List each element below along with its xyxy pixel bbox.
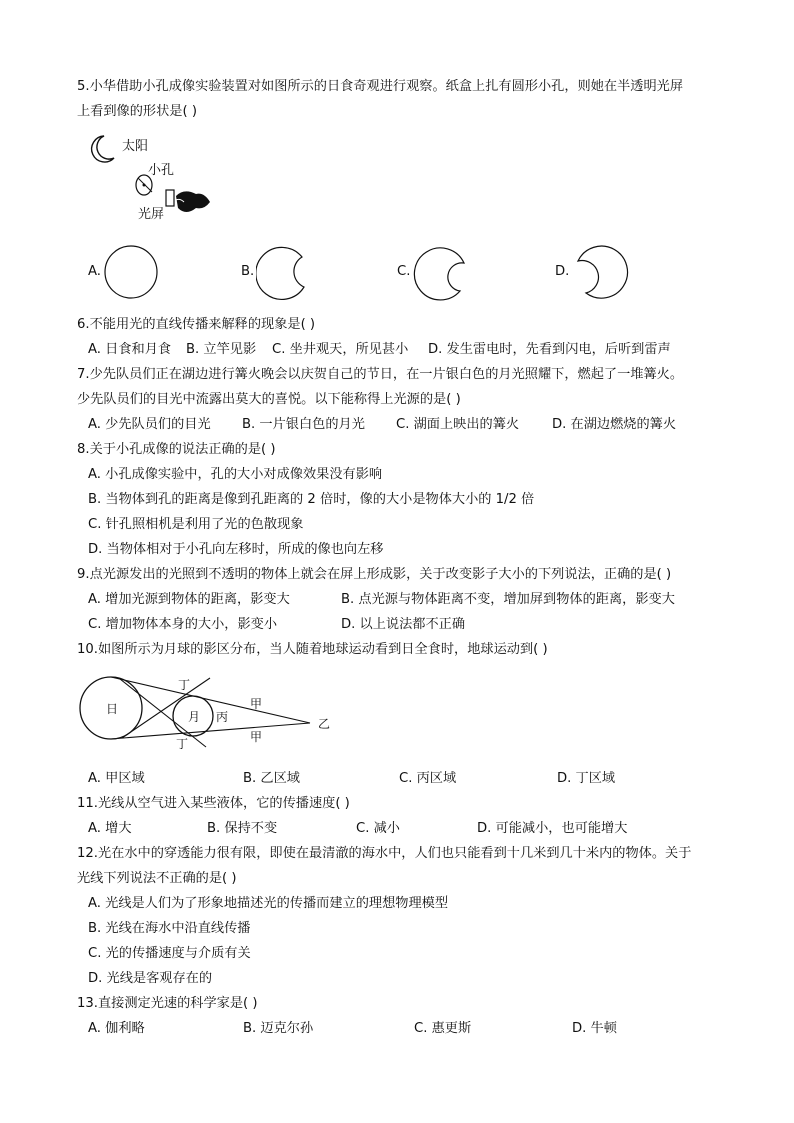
- q6-option-d: D. 发生雷电时，先看到闪电，后听到雷声: [428, 342, 671, 357]
- q10-moon-shadow-figure: [78, 672, 338, 756]
- jia-top-label: 甲: [250, 697, 263, 711]
- q7-stem-line2: 少先队员们的目光中流露出莫大的喜悦。以下能称得上光源的是( ): [77, 392, 461, 407]
- moon-label: 月: [188, 710, 201, 724]
- q11-option-d: D. 可能减小，也可能增大: [477, 821, 628, 836]
- q6-option-a: A. 日食和月食: [88, 342, 172, 357]
- q11-option-a: A. 增大: [88, 821, 132, 836]
- yi-label: 乙: [318, 717, 331, 731]
- q10-stem: 10.如图所示为月球的影区分布，当人随着地球运动看到日全食时，地球运动到( ): [77, 642, 548, 657]
- q8-option-b: B. 当物体到孔的距离是像到孔距离的 2 倍时，像的大小是物体大小的 1/2 倍: [88, 492, 535, 507]
- q13-option-a: A. 伽利略: [88, 1021, 145, 1036]
- q13-stem: 13.直接测定光速的科学家是( ): [77, 996, 258, 1011]
- q8-stem: 8.关于小孔成像的说法正确的是( ): [77, 442, 276, 457]
- q10-option-a: A. 甲区域: [88, 771, 145, 786]
- q5-option-c-label: C.: [397, 264, 411, 279]
- q10-option-c: C. 丙区域: [399, 771, 457, 786]
- hole-label: 小孔: [148, 163, 175, 178]
- screen-label: 光屏: [138, 207, 165, 222]
- ding-bottom-label: 丁: [176, 737, 189, 751]
- q5-option-d-crescent: [570, 243, 632, 301]
- crescent-sun-icon: [92, 136, 114, 162]
- q5-option-b-crescent: [256, 243, 314, 301]
- q7-option-b: B. 一片银白色的月光: [242, 417, 365, 432]
- q12-option-b: B. 光线在海水中沿直线传播: [88, 921, 251, 936]
- q9-stem: 9.点光源发出的光照到不透明的物体上就会在屏上形成影，关于改变影子大小的下列说法，正确的是( ): [77, 567, 672, 582]
- q9-option-d: D. 以上说法都不正确: [341, 617, 466, 632]
- q6-option-c: C. 坐井观天，所见甚小: [272, 342, 409, 357]
- ding-top-label: 丁: [178, 678, 191, 692]
- q9-option-a: A. 增加光源到物体的距离，影变大: [88, 592, 290, 607]
- q13-option-b: B. 迈克尔孙: [243, 1021, 314, 1036]
- q8-option-d: D. 当物体相对于小孔向左移时，所成的像也向左移: [88, 542, 384, 557]
- q6-option-b: B. 立竿见影: [186, 342, 257, 357]
- q10-option-b: B. 乙区域: [243, 771, 300, 786]
- q5-option-c-crescent: [412, 243, 470, 301]
- q5-eclipse-apparatus-figure: [80, 128, 220, 228]
- q11-option-c: C. 减小: [356, 821, 400, 836]
- screen-icon: [166, 190, 174, 206]
- q13-option-d: D. 牛顿: [572, 1021, 617, 1036]
- q5-option-d-label: D.: [555, 264, 570, 279]
- q11-option-b: B. 保持不变: [207, 821, 278, 836]
- q12-option-c: C. 光的传播速度与介质有关: [88, 946, 251, 961]
- q5-stem-line2: 上看到像的形状是( ): [77, 104, 197, 119]
- q8-option-c: C. 针孔照相机是利用了光的色散现象: [88, 517, 304, 532]
- q7-option-c: C. 湖面上映出的篝火: [396, 417, 520, 432]
- observer-head-icon: [176, 191, 210, 212]
- bing-label: 丙: [216, 710, 229, 724]
- q11-stem: 11.光线从空气进入某些液体，它的传播速度( ): [77, 796, 350, 811]
- sun-label: 日: [106, 702, 119, 716]
- q5-option-a-full-circle: [102, 243, 160, 301]
- q9-option-b: B. 点光源与物体距离不变，增加屏到物体的距离，影变大: [341, 592, 675, 607]
- q13-option-c: C. 惠更斯: [414, 1021, 472, 1036]
- q9-option-c: C. 增加物体本身的大小，影变小: [88, 617, 278, 632]
- q12-stem-line1: 12.光在水中的穿透能力很有限，即使在最清澈的海水中，人们也只能看到十几米到几十米内的物体。关于: [77, 846, 692, 861]
- q5-stem-line1: 5.小华借助小孔成像实验装置对如图所示的日食奇观进行观察。纸盒上扎有圆形小孔，则她在半透明光屏: [77, 79, 684, 94]
- jia-bottom-label: 甲: [250, 730, 263, 744]
- q5-option-a-label: A.: [88, 264, 101, 279]
- q8-option-a: A. 小孔成像实验中，孔的大小对成像效果没有影响: [88, 467, 383, 482]
- q6-stem: 6.不能用光的直线传播来解释的现象是( ): [77, 317, 316, 332]
- q7-option-a: A. 少先队员们的目光: [88, 417, 211, 432]
- q12-option-a: A. 光线是人们为了形象地描述光的传播而建立的理想物理模型: [88, 896, 449, 911]
- q7-option-d: D. 在湖边燃烧的篝火: [552, 417, 677, 432]
- sun-label: 太阳: [122, 139, 149, 154]
- q12-stem-line2: 光线下列说法不正确的是( ): [77, 871, 237, 886]
- q10-option-d: D. 丁区域: [557, 771, 616, 786]
- q12-option-d: D. 光线是客观存在的: [88, 971, 213, 986]
- q7-stem-line1: 7.少先队员们正在湖边进行篝火晚会以庆贺自己的节日，在一片银白色的月光照耀下，燃起了一堆篝火。: [77, 367, 684, 382]
- q5-option-b-label: B.: [241, 264, 255, 279]
